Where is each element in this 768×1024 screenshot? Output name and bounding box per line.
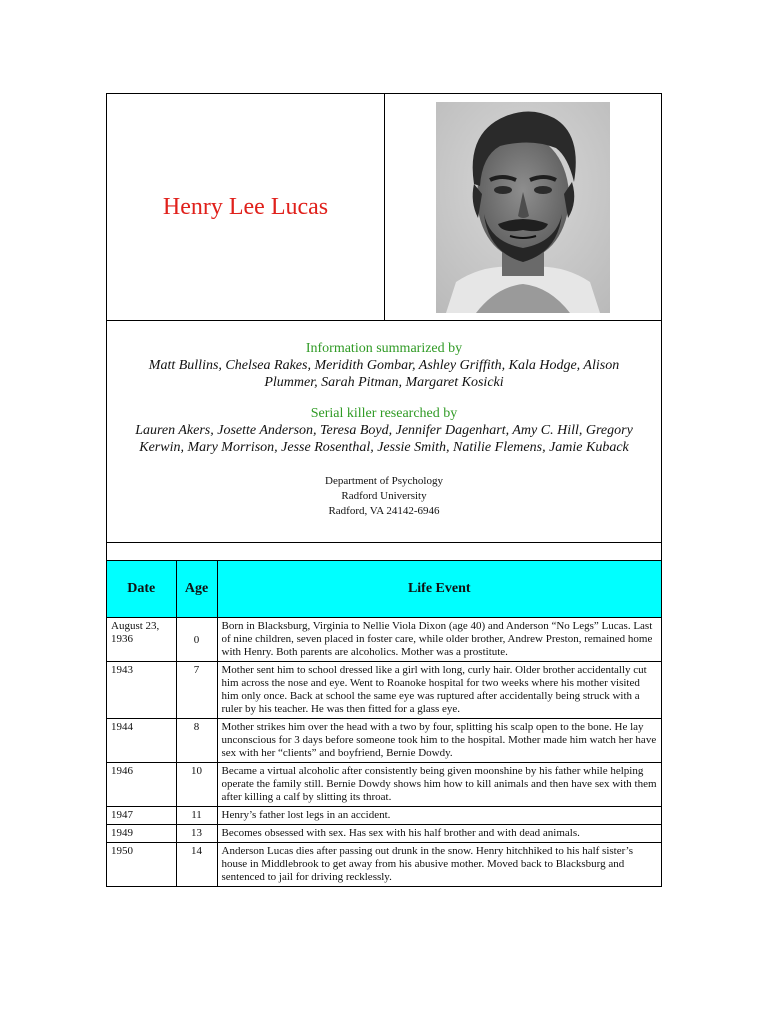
row-date: 1947 — [107, 807, 176, 825]
row-age: 11 — [176, 807, 217, 825]
row-age: 13 — [176, 825, 217, 843]
row-event: Became a virtual alcoholic after consistently being given moonshine by his father while helping operate the family still. Bernie Dowdy shows him how to kill animals and then have sex with them after killing a calf by slitting its throat. — [217, 763, 661, 807]
row-date: 1944 — [107, 719, 176, 763]
row-event: Mother sent him to school dressed like a girl with long, curly hair. Older brother accidentally cut him across the nose and eye. Went to Roanoke hospital for two weeks where his mother visited him only once. Back at school the same eye was ruptured after accidentally being struck with a ruler by his teacher. He was then fitted for a glass eye. — [217, 662, 661, 719]
row-age: 14 — [176, 843, 217, 887]
date-column-header: Date — [107, 561, 176, 618]
table-row — [107, 618, 661, 662]
photo-cell — [385, 94, 661, 320]
portrait-image — [436, 102, 610, 313]
row-event: Henry’s father lost legs in an accident. — [217, 807, 661, 825]
table-row — [107, 807, 661, 825]
row-date: 1950 — [107, 843, 176, 887]
row-event: Becomes obsessed with sex. Has sex with his half brother and with dead animals. — [217, 825, 661, 843]
document-sheet — [106, 93, 662, 887]
row-date: 1946 — [107, 763, 176, 807]
row-event: Born in Blacksburg, Virginia to Nellie Viola Dixon (age 40) and Anderson “No Legs” Lucas. Last of nine children, seven placed in foster care, while older brother, Andrew Preston, remained home with Henry. Both parents are alcoholics. Mother was a prostitute. — [217, 618, 661, 662]
spacer-row — [107, 543, 661, 561]
summarized-by-names: Matt Bullins, Chelsea Rakes, Meridith Gombar, Ashley Griffith, Kala Hodge, Alison Plummer, Sarah Pitman, Margaret Kosicki — [148, 358, 620, 390]
row-age: 10 — [176, 763, 217, 807]
event-column-header: Life Event — [217, 561, 661, 618]
table-row — [107, 843, 661, 887]
row-event: Anderson Lucas dies after passing out drunk in the snow. Henry hitchhiked to his half sister’s house in Middlebrook to get away from his abusive mother. Moved back to Blacksburg and sentenced to jail for driving recklessly. — [221, 845, 634, 883]
row-age: 0 — [176, 618, 217, 662]
header-row — [107, 94, 661, 321]
title-cell — [107, 94, 385, 320]
table-row — [107, 763, 661, 807]
city-address: Radford, VA 24142-6946 — [328, 505, 440, 517]
table-header-row — [107, 561, 661, 618]
life-events-table — [107, 561, 661, 886]
age-column-header: Age — [176, 561, 217, 618]
credits-block — [107, 321, 661, 543]
table-row — [107, 662, 661, 719]
row-event: Mother strikes him over the head with a two by four, splitting his scalp open to the bone. He lay unconscious for 3 days before someone took him to the hospital. Mother made him watch her have sex with her “clients” and boyfriend, Bernie Dowdy. — [217, 719, 661, 763]
table-row — [107, 825, 661, 843]
row-date: August 23, 1936 — [107, 618, 176, 662]
department-address — [107, 474, 661, 519]
researched-by-heading: Serial killer researched by — [310, 406, 458, 421]
portrait-photo — [436, 102, 610, 313]
row-date: 1949 — [107, 825, 176, 843]
row-age: 7 — [176, 662, 217, 719]
row-date: 1943 — [107, 662, 176, 719]
row-age: 8 — [176, 719, 217, 763]
department-name: Department of Psychology — [325, 475, 443, 487]
researched-by-names: Lauren Akers, Josette Anderson, Teresa Boyd, Jennifer Dagenhart, Amy C. Hill, Gregory Kerwin, Mary Morrison, Jesse Rosenthal, Jessie Smith, Natilie Flemens, Jamie Kuback — [135, 423, 633, 455]
university-name: Radford University — [341, 490, 427, 502]
table-row — [107, 719, 661, 763]
page-title: Henry Lee Lucas — [162, 193, 329, 220]
summarized-by-heading: Information summarized by — [305, 341, 463, 356]
